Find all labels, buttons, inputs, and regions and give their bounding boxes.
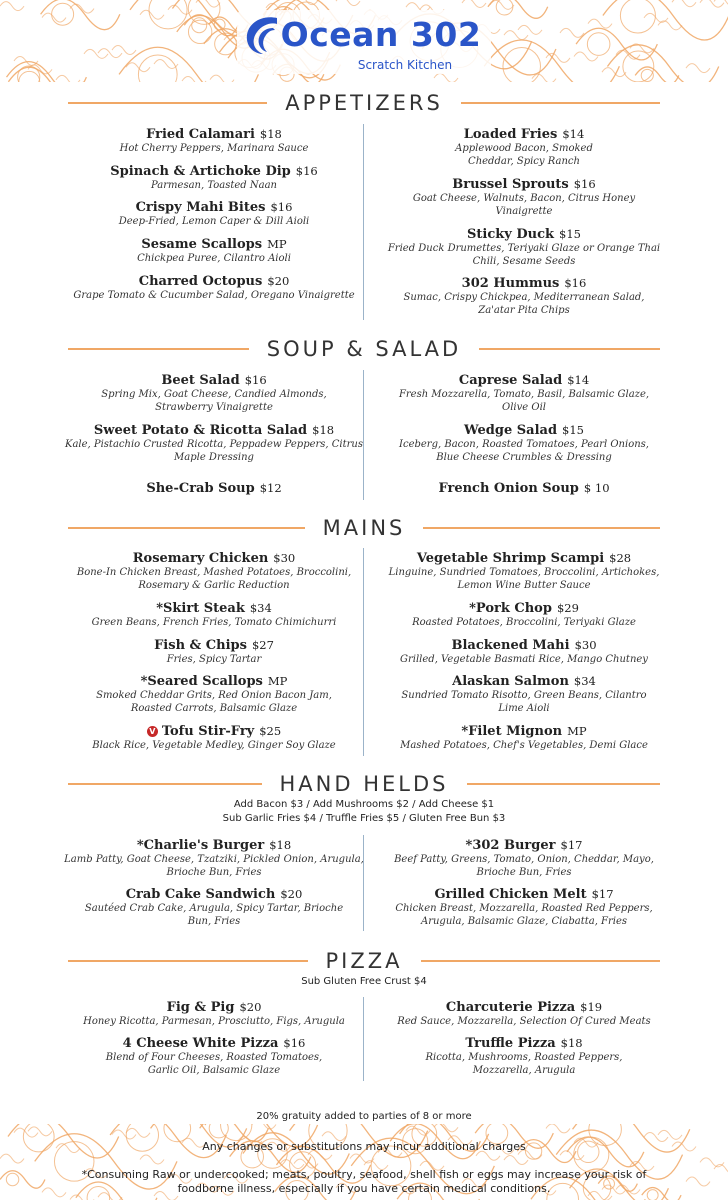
- menu-item: Alaskan Salmon $34 Sundried Tomato Risotto, Green Beans, Cilantro Lime Aioli: [401, 674, 647, 714]
- gratuity-note: 20% gratuity added to parties of 8 or more: [256, 1111, 472, 1122]
- wave-icon: [241, 12, 281, 58]
- menu-item: Wedge Salad $15 Iceberg, Bacon, Roasted Tomatoes, Pearl Onions, Blue Cheese Crumbles & Dressing: [399, 423, 649, 463]
- menu-item: Loaded Fries $14 Applewood Bacon, Smoked Cheddar, Spicy Ranch: [455, 127, 593, 167]
- menu-item: Blackened Mahi $30 Grilled, Vegetable Basmati Rice, Mango Chutney: [400, 638, 648, 665]
- section-title: SOUP & SALAD: [266, 337, 462, 361]
- menu-item: Rosemary Chicken $30 Bone-In Chicken Breast, Mashed Potatoes, Broccolini, Rosemary & Garlic Reduction: [76, 551, 352, 591]
- vegan-badge-icon: V: [147, 726, 158, 737]
- menu-item: Brussel Sprouts $16 Goat Cheese, Walnuts, Bacon, Citrus Honey Vinaigrette: [412, 177, 636, 217]
- section-header-soup-salad: [68, 337, 660, 361]
- section-header-appetizers: [68, 91, 660, 115]
- brand-name: Ocean 302: [280, 15, 482, 54]
- menu-item: Charred Octopus $20 Grape Tomato & Cucumber Salad, Oregano Vinaigrette: [73, 274, 355, 301]
- menu-item: Truffle Pizza $18 Ricotta, Mushrooms, Roasted Peppers, Mozzarella, Arugula: [425, 1036, 623, 1076]
- section-header-mains: [68, 516, 660, 540]
- section-header-pizza: [68, 949, 660, 973]
- menu-item: Sweet Potato & Ricotta Salad $18 Kale, Pistachio Crusted Ricotta, Peppadew Peppers, Citrus Maple Dressing: [64, 423, 364, 463]
- menu-item: *Pork Chop $29 Roasted Potatoes, Broccolini, Teriyaki Glaze: [412, 601, 636, 628]
- menu-item: Crispy Mahi Bites $16 Deep-Fried, Lemon Caper & Dill Aioli: [118, 200, 310, 227]
- menu-item: Spinach & Artichoke Dip $16 Parmesan, Toasted Naan: [110, 164, 318, 191]
- food-safety-warning: *Consuming Raw or undercooked; meats, poultry, seafood, shell fish or eggs may increase your risk of foodborne illness, especially if you have certain medical conditions.: [81, 1168, 647, 1195]
- add-ons-note: Add Bacon $3 / Add Mushrooms $2 / Add Cheese $1: [233, 799, 495, 810]
- menu-item: Grilled Chicken Melt $17 Chicken Breast, Mozzarella, Roasted Red Peppers, Arugula, Balsamic Glaze, Ciabatta, Fries: [395, 887, 653, 927]
- menu-item: French Onion Soup $ 10: [438, 481, 610, 496]
- section-header-hand-helds: [68, 772, 660, 796]
- menu-item: Caprese Salad $14 Fresh Mozzarella, Tomato, Basil, Balsamic Glaze, Olive Oil: [398, 373, 650, 413]
- menu-item: *Seared Scallops MP Smoked Cheddar Grits, Red Onion Bacon Jam, Roasted Carrots, Balsamic Glaze: [96, 674, 332, 714]
- menu-item: *Charlie's Burger $18 Lamb Patty, Goat Cheese, Tzatziki, Pickled Onion, Arugula, Brioche Bun, Fries: [64, 838, 364, 878]
- menu-item: She-Crab Soup $12: [146, 481, 282, 496]
- changes-note: Any changes or substitutions may incur additional charges: [202, 1140, 526, 1153]
- brand-logo: [0, 10, 728, 74]
- menu-item: Crab Cake Sandwich $20 Sautéed Crab Cake, Arugula, Spicy Tartar, Brioche Bun, Fries: [84, 887, 344, 927]
- menu-item: *302 Burger $17 Beef Patty, Greens, Tomato, Onion, Cheddar, Mayo, Brioche Bun, Fries: [394, 838, 654, 878]
- crust-note: Sub Gluten Free Crust $4: [301, 976, 427, 987]
- menu-item: Sticky Duck $15 Fried Duck Drumettes, Teriyaki Glaze or Orange Thai Chili, Sesame Seeds: [387, 227, 661, 267]
- menu-item: Charcuterie Pizza $19 Red Sauce, Mozzarella, Selection Of Cured Meats: [397, 1000, 651, 1027]
- menu-item: Beet Salad $16 Spring Mix, Goat Cheese, Candied Almonds, Strawberry Vinaigrette: [101, 373, 327, 413]
- menu-item: 4 Cheese White Pizza $16 Blend of Four Cheeses, Roasted Tomatoes, Garlic Oil, Balsamic Glaze: [105, 1036, 323, 1076]
- section-title: PIZZA: [325, 949, 403, 973]
- section-title: MAINS: [322, 516, 406, 540]
- menu-item: 302 Hummus $16 Sumac, Crispy Chickpea, Mediterranean Salad, Za'atar Pita Chips: [403, 276, 645, 316]
- menu-item: Sesame Scallops MP Chickpea Puree, Cilantro Aioli: [137, 237, 291, 264]
- substitutions-note: Sub Garlic Fries $4 / Truffle Fries $5 / Gluten Free Bun $3: [222, 813, 506, 824]
- menu-item: V Tofu Stir-Fry $25 Black Rice, Vegetable Medley, Ginger Soy Glaze: [92, 724, 336, 751]
- section-title: HAND HELDS: [279, 772, 449, 796]
- menu-item: *Filet Mignon MP Mashed Potatoes, Chef's Vegetables, Demi Glace: [400, 724, 648, 751]
- menu-item: Fish & Chips $27 Fries, Spicy Tartar: [154, 638, 274, 665]
- menu-item: *Skirt Steak $34 Green Beans, French Fries, Tomato Chimichurri: [91, 601, 337, 628]
- menu-item: Vegetable Shrimp Scampi $28 Linguine, Sundried Tomatoes, Broccolini, Artichokes, Lemon Wine Butter Sauce: [388, 551, 660, 591]
- menu-item: Fried Calamari $18 Hot Cherry Peppers, Marinara Sauce: [119, 127, 309, 154]
- brand-tagline: Scratch Kitchen: [357, 58, 453, 72]
- menu-item: Fig & Pig $20 Honey Ricotta, Parmesan, Prosciutto, Figs, Arugula: [83, 1000, 345, 1027]
- section-title: APPETIZERS: [285, 91, 443, 115]
